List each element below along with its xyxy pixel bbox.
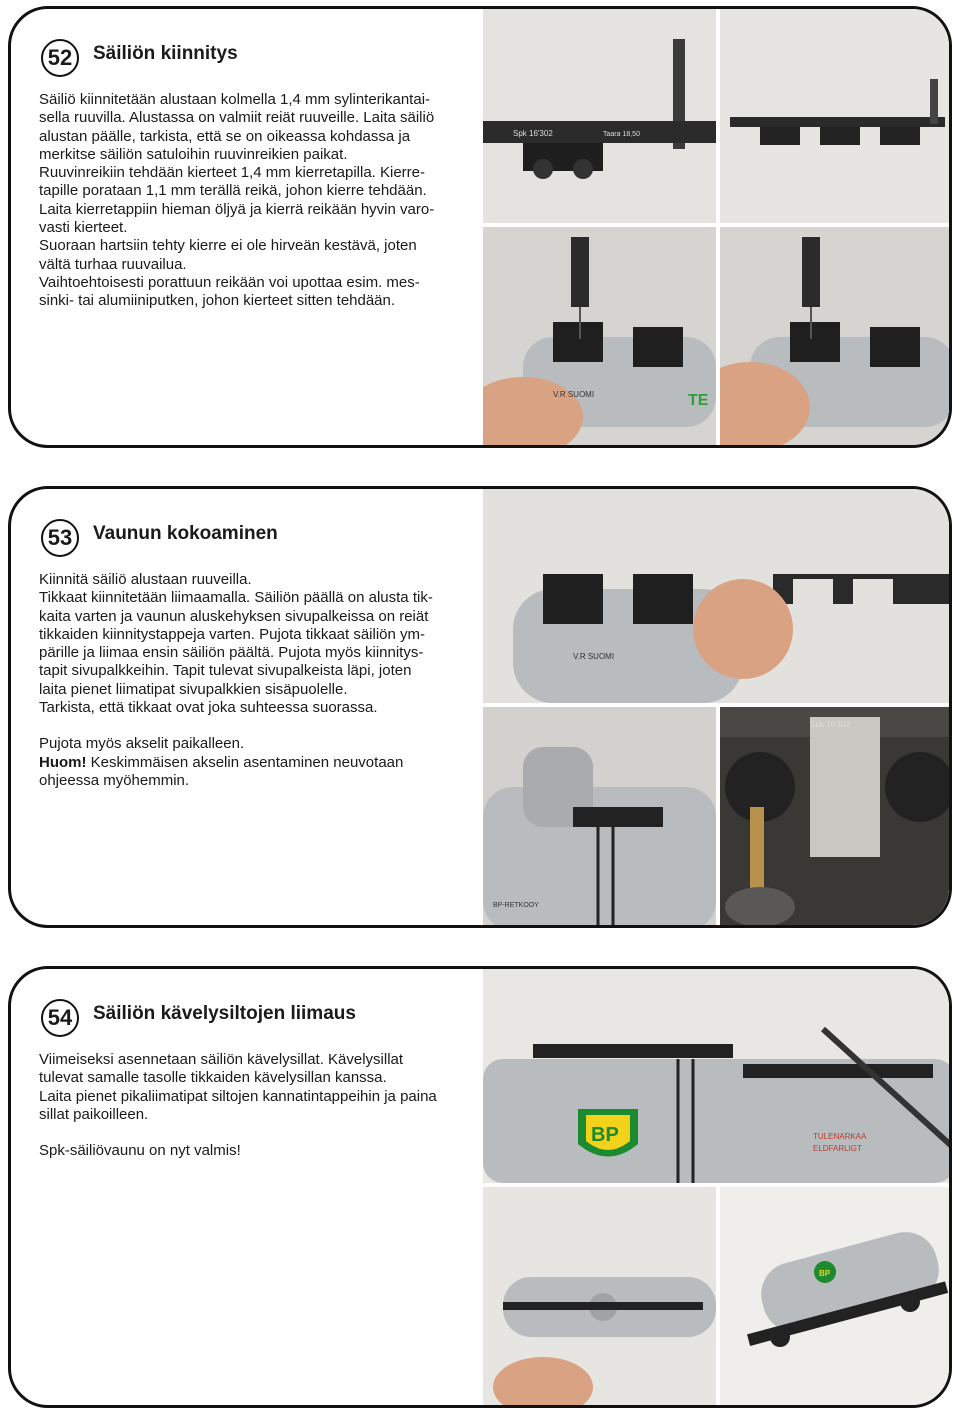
photo-label: Taara 18,50 [603, 131, 640, 138]
photo-ladder [483, 707, 716, 928]
step-52-text [11, 9, 483, 445]
step-53-panel [8, 486, 952, 928]
photo-mounting-tank [483, 489, 952, 703]
step-body [39, 91, 479, 311]
step-title: Säiliön kiinnitys [93, 43, 238, 64]
step-paragraph: Viimeiseksi asennetaan säiliön kävelysillat. Kävelysillat tulevat samalle tasolle tikkaiden kävelysillan kanssa. Laita pienet pikaliimatipat siltojen kannatintappeihin ja paina sillat paikoilleen. [39, 1051, 437, 1123]
step-note [39, 735, 479, 790]
step-number-badge: 52 [41, 39, 79, 77]
step-52-panel [8, 6, 952, 448]
step-title: Säiliön kävelysiltojen liimaus [93, 1003, 356, 1024]
photo-finished-wagon [720, 1187, 952, 1408]
photo-drilling-right [720, 227, 952, 448]
note-rest: Keskimmäisen akselin asentaminen neuvotaan ohjeessa myöhemmin. [39, 753, 404, 789]
photo-tank-top [483, 1187, 716, 1408]
photo-label: BP [819, 1269, 831, 1278]
photo-label: V.R SUOMI [553, 390, 595, 399]
photo-label: BP [591, 1124, 619, 1146]
step-number-badge: 53 [41, 519, 79, 557]
note-bold: Huom! [39, 753, 87, 771]
step-53-text [11, 489, 483, 925]
photo-label: TE [688, 392, 709, 409]
step-paragraph: Kiinnitä säiliö alustaan ruuveilla. Tikkaat kiinnitetään liimaamalla. Säiliön päällä on alusta tik- kaita varten ja vaunun aluskehyksen sivupalkeissa on reiät tikkaiden kiinnitystappeja varten. Pujota tikkaat säiliön ym- pärille ja liimaa ensin säiliön päältä. Pujota myös kiinnitys- tapit sivupalkkeihin. Tapit tulevat sivupalkeista läpi, joten laita pienet liimatipat sivupalkkien sisäpuolelle. Tarkista, että tikkaat ovat joka suhteessa suorassa. [39, 571, 433, 717]
photo-frame-overview [720, 9, 952, 223]
photo-label: Spk 16'302 [513, 129, 553, 138]
step-title: Vaunun kokoaminen [93, 523, 278, 544]
photo-label: Spk 16'302 [810, 720, 850, 729]
photo-label: ELDFARLIGT [813, 1144, 862, 1153]
photo-axle [720, 707, 952, 928]
photo-walkway-gluing [483, 969, 952, 1183]
step-54-panel [8, 966, 952, 1408]
note-line: Pujota myös akselit paikalleen. [39, 735, 245, 753]
step-body [39, 1051, 479, 1160]
photo-frame-side [483, 9, 716, 223]
photo-label: V.R SUOMI [573, 652, 615, 661]
photo-label: BP-RETKOOY [493, 902, 539, 909]
step-paragraph: Säiliö kiinnitetään alustaan kolmella 1,4 mm sylinterikantai- sella ruuvilla. Alustassa on valmiit reiät ruuveille. Laita säiliö alustan päälle, tarkista, että se on oikeassa kohdassa ja merkitse säiliön satuloihin ruuvinreikien paikat. Ruuvinreikiin tehdään kierteet 1,4 mm kierretapilla. Kierre- tapille porataan 1,1 mm terällä reikä, johon kierre tehdään. Laita kierretappiin hieman öljyä ja kierrä reikään hyvin varo- vasti kierteet. Suoraan hartsiin tehty kierre ei ole hirveän kestävä, joten vältä turhaa ruuvailua. Vaihtoehtoisesti porattuun reikään voi upottaa esim. mes- sinki- tai alumiiniputken, johon kierteet sitten tehdään. [39, 91, 435, 310]
step-54-text [11, 969, 483, 1405]
photo-label: TULENARKAA [813, 1132, 867, 1141]
photo-drilling-left [483, 227, 716, 448]
step-body [39, 571, 479, 790]
final-text: Spk-säiliövaunu on nyt valmis! [39, 1142, 241, 1160]
step-number-badge: 54 [41, 999, 79, 1037]
